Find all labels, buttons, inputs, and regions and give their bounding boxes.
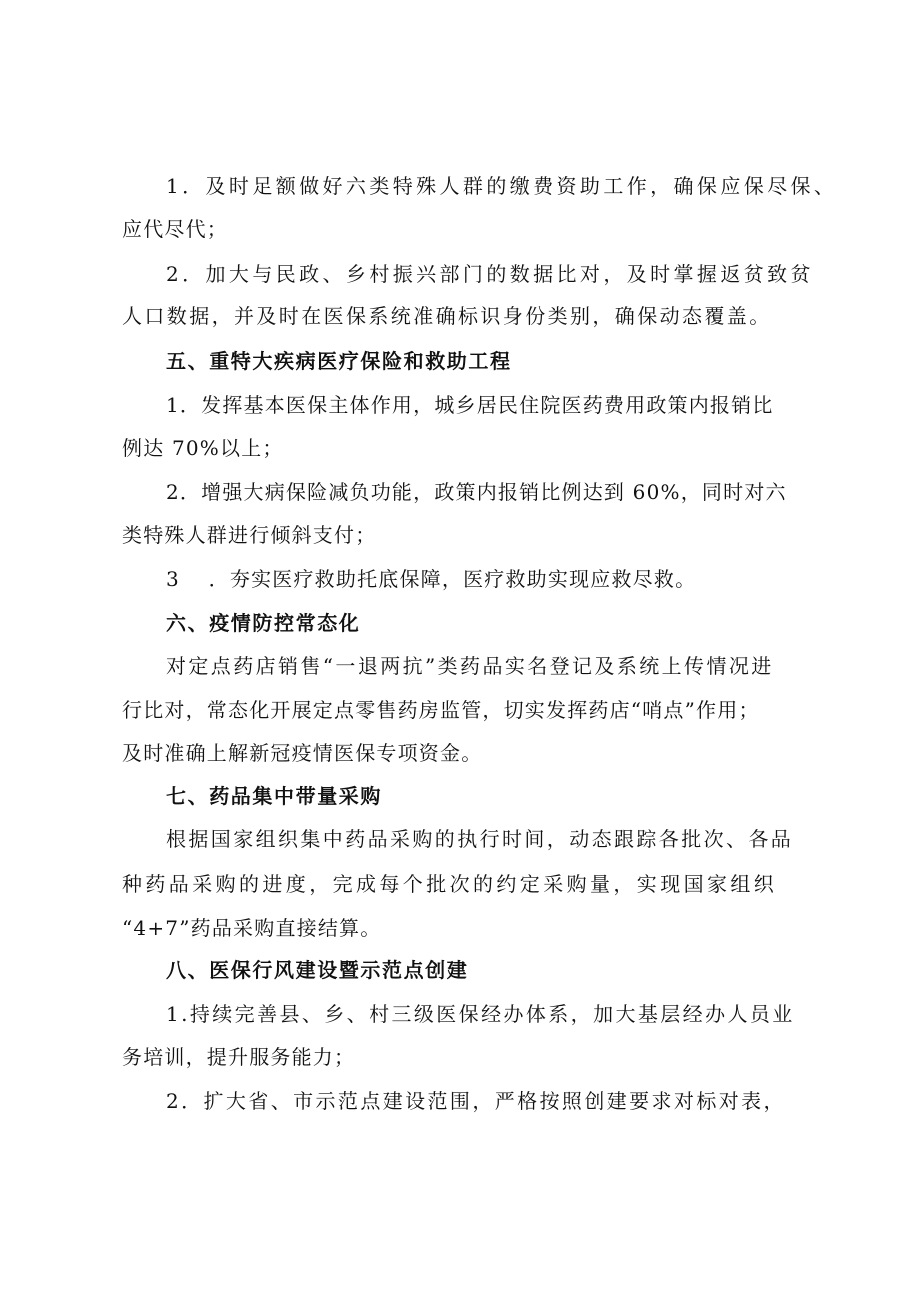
paragraph-line: “4+7”药品采购直接结算。: [122, 916, 382, 940]
paragraph-line: 种药品采购的进度，完成每个批次的约定采购量，实现国家组织: [122, 872, 778, 896]
paragraph-line: 2．增强大病保险减负功能，政策内报销比例达到 60%，同时对六: [166, 480, 787, 504]
paragraph-line: 2．扩大省、市示范点建设范围，严格按照创建要求对标对表，: [166, 1089, 786, 1113]
paragraph-line: 2．加大与民政、乡村振兴部门的数据比对，及时掌握返贫致贫: [166, 262, 814, 286]
paragraph-line: 及时准确上解新冠疫情医保专项资金。: [122, 741, 483, 765]
paragraph-line: 应代尽代；: [122, 217, 228, 241]
paragraph-line: 例达 70%以上；: [122, 436, 284, 460]
paragraph-line: 人口数据，并及时在医保系统准确标识身份类别，确保动态覆盖。: [122, 304, 772, 328]
paragraph-line: 行比对，常态化开展定点零售药房监管，切实发挥药店“哨点”作用；: [122, 698, 760, 722]
section-heading-6: 六、疫情防控常态化: [166, 611, 361, 635]
paragraph-line: 1．发挥基本医保主体作用，城乡居民住院医药费用政策内报销比: [166, 393, 774, 417]
paragraph-line: 1.持续完善县、乡、村三级医保经办体系，加大基层经办人员业: [166, 1002, 795, 1026]
paragraph-line: 类特殊人群进行倾斜支付；: [122, 523, 377, 547]
paragraph-line: 对定点药店销售“一退两抗”类药品实名登记及系统上传情况进: [166, 654, 774, 678]
section-heading-7: 七、药品集中带量采购: [166, 784, 382, 808]
section-heading-8: 八、医保行风建设暨示范点创建: [166, 958, 469, 982]
paragraph-line: 3 ．夯实医疗救助托底保障，医疗救助实现应救尽救。: [166, 567, 697, 591]
paragraph-line: 根据国家组织集中药品采购的执行时间，动态跟踪各批次、各品: [166, 827, 794, 851]
paragraph-line: 1．及时足额做好六类特殊人群的缴费资助工作，确保应保尽保、: [166, 174, 838, 198]
section-heading-5: 五、重特大疾病医疗保险和救助工程: [166, 349, 512, 373]
paragraph-line: 务培训，提升服务能力；: [122, 1045, 356, 1069]
